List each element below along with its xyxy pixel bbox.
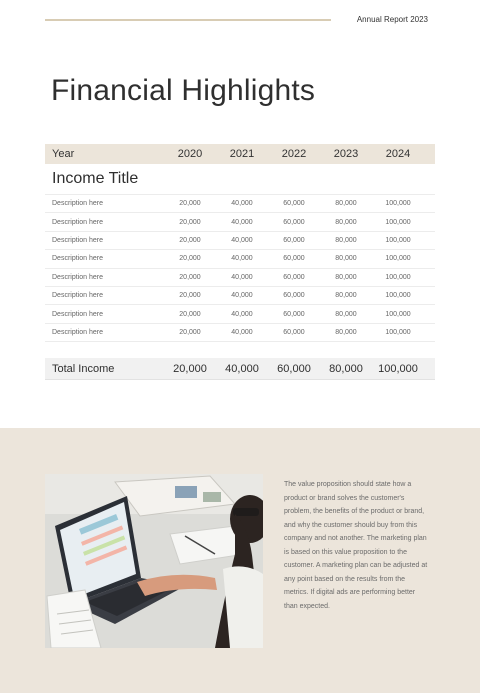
page-title: Financial Highlights: [51, 74, 316, 107]
row-value: 60,000: [283, 218, 305, 226]
table-row: [45, 213, 435, 231]
row-value: 100,000: [385, 292, 411, 300]
row-value: 80,000: [335, 218, 357, 226]
total-value: 40,000: [225, 362, 259, 375]
row-value: 100,000: [385, 273, 411, 281]
table-spacer: [45, 342, 435, 358]
table-row: [45, 232, 435, 250]
row-value: 80,000: [335, 292, 357, 300]
row-value: 60,000: [283, 255, 305, 263]
row-value: 100,000: [385, 310, 411, 318]
row-value: 40,000: [231, 218, 253, 226]
row-value: 60,000: [283, 328, 305, 336]
report-label: Annual Report 2023: [356, 15, 428, 24]
row-value: 20,000: [179, 310, 201, 318]
row-value: 60,000: [283, 310, 305, 318]
body-paragraph: The value proposition should state how a product or brand solves the customer's problem, the benefits of the product or brand, and why the customer should buy from this company and not another. The marketing plan is based on this value proposition to the customer. A marketing plan can be adjusted at any point based on the results from the metrics. If digital ads are performing better than expected.: [284, 481, 428, 610]
year-column-header: Year: [52, 148, 75, 160]
row-label: Description here: [52, 292, 103, 300]
laptop-photo: [45, 474, 263, 648]
row-value: 40,000: [231, 310, 253, 318]
row-label: Description here: [52, 328, 103, 336]
row-value: 80,000: [335, 255, 357, 263]
row-value: 80,000: [335, 273, 357, 281]
year-header: 2022: [281, 148, 307, 160]
table-row: [45, 195, 435, 213]
row-value: 80,000: [335, 310, 357, 318]
row-value: 100,000: [385, 218, 411, 226]
row-value: 40,000: [231, 200, 253, 208]
row-value: 100,000: [385, 200, 411, 208]
row-value: 80,000: [335, 236, 357, 244]
total-row: [45, 358, 435, 380]
row-label: Description here: [52, 200, 103, 208]
row-value: 20,000: [179, 255, 201, 263]
row-value: 100,000: [385, 255, 411, 263]
top-accent-rule: [45, 19, 331, 21]
total-value: 80,000: [329, 362, 363, 375]
row-value: 100,000: [385, 328, 411, 336]
row-value: 40,000: [231, 328, 253, 336]
table-row: [45, 324, 435, 342]
table-row: [45, 250, 435, 268]
row-value: 60,000: [283, 273, 305, 281]
row-value: 80,000: [335, 200, 357, 208]
section-title: Income Title: [45, 164, 435, 195]
row-label: Description here: [52, 255, 103, 263]
table-row: [45, 305, 435, 323]
row-value: 40,000: [231, 292, 253, 300]
table-row: [45, 269, 435, 287]
table-header-row: [45, 144, 435, 164]
row-label: Description here: [52, 310, 103, 318]
total-value: 20,000: [173, 362, 207, 375]
table-row: [45, 287, 435, 305]
row-value: 20,000: [179, 236, 201, 244]
year-header: 2020: [177, 148, 203, 160]
row-value: 60,000: [283, 236, 305, 244]
row-value: 20,000: [179, 200, 201, 208]
row-value: 20,000: [179, 292, 201, 300]
total-value: 100,000: [378, 362, 418, 375]
year-header: 2021: [229, 148, 255, 160]
row-value: 40,000: [231, 236, 253, 244]
row-value: 20,000: [179, 218, 201, 226]
row-label: Description here: [52, 273, 103, 281]
row-value: 80,000: [335, 328, 357, 336]
table-body: [45, 195, 435, 342]
total-value: 60,000: [277, 362, 311, 375]
row-value: 60,000: [283, 292, 305, 300]
row-value: 20,000: [179, 273, 201, 281]
financial-table: [45, 144, 435, 380]
year-header: 2024: [385, 148, 411, 160]
row-label: Description here: [52, 218, 103, 226]
year-header: 2023: [333, 148, 359, 160]
row-value: 40,000: [231, 273, 253, 281]
row-label: Description here: [52, 236, 103, 244]
total-label: Total Income: [52, 362, 115, 375]
row-value: 60,000: [283, 200, 305, 208]
row-value: 40,000: [231, 255, 253, 263]
row-value: 20,000: [179, 328, 201, 336]
row-value: 100,000: [385, 236, 411, 244]
